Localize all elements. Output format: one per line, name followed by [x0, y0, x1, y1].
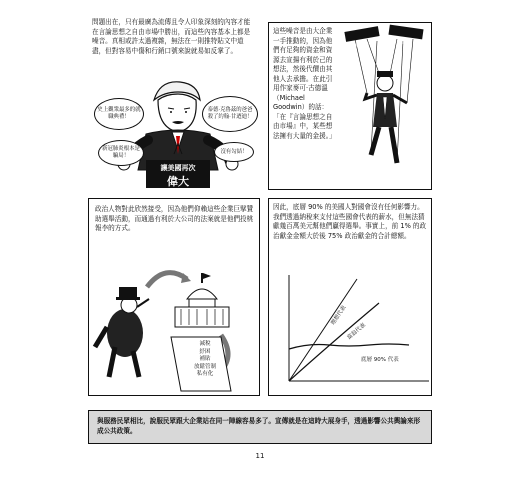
- panel-puppet: [268, 22, 432, 190]
- influence-line-chart: [269, 265, 432, 385]
- panel3-text: 政治人物對此欣然接受，因為他們仰賴這些企業巨擘贊助選舉活動，而通過有利於大公司的法案就是他們投桃報李的方式。: [95, 205, 254, 232]
- string-label-think-tank: 企業贊助的智庫: [346, 40, 373, 50]
- panel1-text: 問題出在，只有最廣為流傳且令人印象深刻的內容才能在言論思想之自由市場中勝出，而這些內容基本上都是噪音。真相或許太過複雜，無法在一則推特貼文中道盡，但對容易中傷和行銷口號來說就易如反掌了。: [92, 18, 251, 55]
- page-number: 11: [255, 452, 265, 460]
- bill-scroll-list: [185, 341, 225, 379]
- label-bottom90: 底層 90% 代表: [361, 357, 399, 363]
- speech-bubble-no-collusion: 沒有勾結！: [214, 142, 254, 162]
- label-ideal: 理想代表: [330, 304, 348, 327]
- panel-influence-graph: [268, 198, 432, 396]
- caption-text: 與服務民眾相比，說服民眾跟大企業站在同一陣線容易多了。宣傳就是在這時大展身手，透過影響公共輿論來形成公共政策。: [97, 417, 421, 435]
- panel-politicians: [88, 198, 260, 396]
- bill-item: 放鬆管制: [193, 363, 216, 370]
- panel2-text: 這些噪音是由大企業一手推動的，因為他們有足夠的資金和資源去宣揚有利於己的想法，然後代價由其他人去承擔。在此引用作家麥可·古德溫（Michael Goodwin）的話：「在『言論思想之自由市場』中，某些想法擁有大量的金援。」: [273, 27, 336, 140]
- bill-item: 紓困: [199, 348, 211, 355]
- podium-sign: [148, 163, 208, 188]
- bill-item: 減稅: [199, 341, 211, 347]
- speech-bubble-covid: 新冠肺炎根本是騙局！: [98, 140, 144, 166]
- podium-line-1: 讓美國再次: [160, 164, 196, 172]
- string-label-media: 媒體: [400, 39, 410, 46]
- capitol-illustration: [89, 237, 260, 396]
- panel4-text: 因此，底層 90% 的美國人對國會沒有任何影響力。我們透過納稅來支付這些國會代表的薪水，但無法猜獻幾百萬美元幫他們贏得選舉。事實上，前 1% 的政治獻金金額大於後 75% 政治獻金的合計總額。: [273, 203, 427, 240]
- speech-bubble-cruz: 泰德·克魯茲的爸爸殺了約翰·甘迺迪！: [202, 96, 258, 132]
- bill-item: 私有化: [196, 371, 214, 377]
- line-bottom90: [289, 344, 409, 349]
- bill-item: 補貼: [199, 356, 211, 362]
- speech-bubble-inauguration: 史上觀衆最多的就職典禮！: [94, 98, 144, 130]
- panel-trump: [88, 18, 260, 188]
- label-rich: 富翁代表: [346, 322, 368, 342]
- podium-line-2: 偉大: [167, 175, 189, 188]
- caption-box: [88, 410, 432, 444]
- comic-page: [88, 18, 432, 446]
